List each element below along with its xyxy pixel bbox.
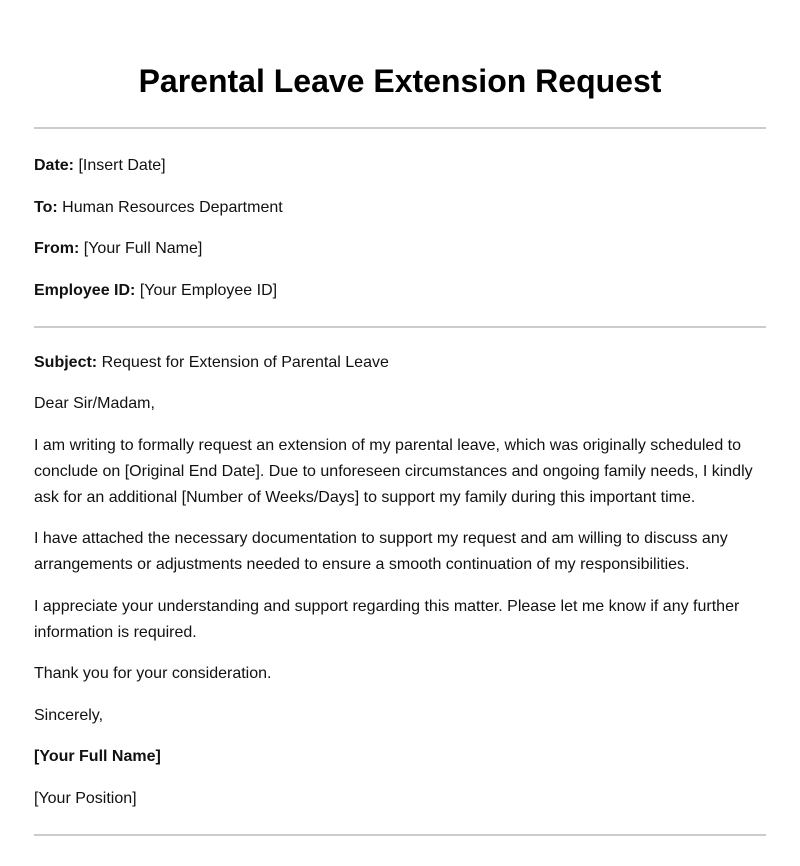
subject-row — [34, 350, 766, 376]
signature-name: [Your Full Name] — [34, 748, 161, 765]
from-row — [34, 236, 766, 262]
employee-id-value: [Your Employee ID] — [139, 281, 278, 299]
date-value: [Insert Date] — [78, 157, 166, 174]
date-row — [34, 153, 766, 179]
subject-label: Subject: — [34, 353, 98, 371]
date-label: Date: — [34, 157, 75, 174]
letter-body — [34, 328, 766, 812]
from-label: From: — [34, 240, 80, 257]
memo-header — [34, 129, 766, 304]
document-title: Parental Leave Extension Request — [138, 63, 662, 99]
from-value: [Your Full Name] — [83, 240, 203, 257]
salutation: Dear Sir/Madam, — [34, 395, 155, 412]
to-label: To: — [34, 198, 58, 216]
paragraph-request: I am writing to formally request an extension of my parental leave, which was originally scheduled to conclude on [Original End Date]. Due to unforeseen circumstances and ongoing family needs, I kindly ask for an additional [Number of Weeks/Days] to support my family during this important time. — [34, 436, 753, 506]
thanks-line: Thank you for your consideration. — [34, 665, 272, 682]
employee-id-label: Employee ID: — [34, 281, 136, 299]
paragraph-appreciation: I appreciate your understanding and support regarding this matter. Please let me know if any further information is required. — [34, 597, 740, 641]
employee-id-row — [34, 278, 766, 304]
paragraph-documentation: I have attached the necessary documentation to support my request and am willing to discuss any arrangements or adjustments needed to ensure a smooth continuation of my responsibilities. — [34, 530, 728, 573]
signature-position: [Your Position] — [34, 789, 137, 807]
closing-line: Sincerely, — [34, 706, 104, 724]
divider-bottom — [34, 834, 766, 836]
subject-value: Request for Extension of Parental Leave — [101, 353, 389, 371]
to-value: Human Resources Department — [62, 198, 283, 216]
to-row — [34, 195, 766, 221]
